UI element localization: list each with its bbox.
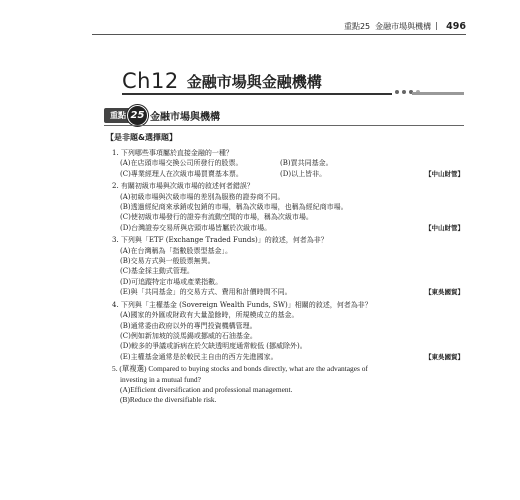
option-a: (A)初級市場與次級市場的差別為服務的證券商不同。	[120, 192, 285, 201]
question-source: 【東吳國貿】	[425, 288, 464, 297]
keypoint-title: 金融市場與機構	[150, 112, 220, 123]
question-stem: 3. 下列與「ETF (Exchange Traded Funds)」的敘述，何者為非？	[112, 236, 328, 245]
option-a: (A)在店頭市場交換公司所發行的股票。	[120, 159, 243, 168]
option-d: (D)以上皆非。	[280, 169, 327, 178]
question-2	[112, 181, 464, 233]
option-b: (B)買共同基金。	[280, 159, 333, 168]
option-b: (B)交易方式與一般股票無異。	[120, 257, 215, 266]
option-row	[112, 287, 464, 297]
question-4	[112, 300, 464, 362]
option-d: (D)台灣證券交易所與店頭市場皆屬於次級市場。	[120, 223, 272, 232]
question-source: 【東吳國貿】	[425, 352, 464, 361]
option-row	[112, 223, 464, 233]
keypoint-number-badge: 25	[127, 105, 148, 126]
question-stem-continued: investing in a mutual fund?	[120, 374, 201, 384]
question-stem: 5. (單複選) Compared to buying stocks and bonds directly, what are the advantages of	[112, 364, 368, 374]
option-row	[112, 352, 464, 362]
option-d: (D)可追蹤特定市場或產業指數。	[120, 277, 223, 286]
option-c: (C)使初級市場發行的證券有流動空間的市場，稱為次級市場。	[120, 213, 313, 222]
option-d: (D)較多的爭議或訴病在於欠缺透明度通常較低 (挪威除外)。	[120, 342, 307, 351]
chapter-title: 金融市場與金融機構	[186, 73, 322, 91]
option-row	[112, 158, 464, 168]
option-e: (E)與「共同基金」的交易方式、費用和計價時間不同。	[120, 288, 292, 297]
option-row	[112, 169, 464, 179]
option-a: (A)國家的外匯或財政有大量盈餘時，所規模成立的基金。	[120, 311, 299, 320]
question-1	[112, 148, 464, 179]
option-c: (C)基金採主動式管理。	[120, 267, 194, 276]
question-stem: 1. 下列哪些事項屬於直接金融的一種？	[112, 149, 233, 157]
option-c: (C)專業經理人在次級市場買賣基本票。	[120, 169, 243, 178]
keypoint-banner	[104, 105, 220, 126]
header-section: 重點25	[343, 21, 371, 31]
question-5	[112, 364, 464, 406]
question-stem: 2. 有關初級市場與次級市場的敘述何者錯誤？	[112, 182, 254, 191]
option-e: (E)主權基金通常是於較民主自由的西方先進國家。	[120, 352, 278, 361]
section-label: 【是非題&選擇題】	[106, 133, 177, 142]
option-a: (A)在台灣稱為「指數股票型基金」。	[120, 246, 233, 255]
question-stem: 4. 下列與「主權基金 (Sovereign Wealth Funds, SW)」相關的敘述，何者為非？	[112, 300, 372, 309]
chapter-number: Ch12	[122, 69, 179, 93]
option-b: (B)Reduce the diversifiable risk.	[120, 395, 217, 405]
chapter-underline	[122, 93, 392, 95]
question-3	[112, 235, 464, 297]
keypoint-label: 重點	[104, 108, 130, 123]
option-b: (B)通常委由政府以外的專門投資機構管理。	[120, 321, 257, 330]
option-c: (C)例如新加坡的淡馬錫或挪威的石油基金。	[120, 331, 257, 340]
question-list	[112, 148, 464, 408]
chapter-heading	[122, 60, 462, 92]
running-header	[92, 18, 466, 35]
keypoint-underline	[104, 125, 464, 126]
question-source: 【中山財管】	[425, 223, 464, 232]
question-source: 【中山財管】	[425, 169, 464, 178]
dot-ornament	[395, 90, 399, 94]
option-a: (A)Efficient diversification and professional management.	[120, 384, 293, 394]
header-title: 金融市場與機構	[375, 21, 432, 31]
dot-ornament	[402, 90, 406, 94]
page-number: 496	[446, 20, 466, 32]
chapter-gray-bar	[412, 92, 464, 95]
header-divider	[436, 22, 437, 30]
option-b: (B)透過經紀商來承銷或包銷的市場，稱為次級市場，也稱為經紀商市場。	[120, 203, 348, 212]
